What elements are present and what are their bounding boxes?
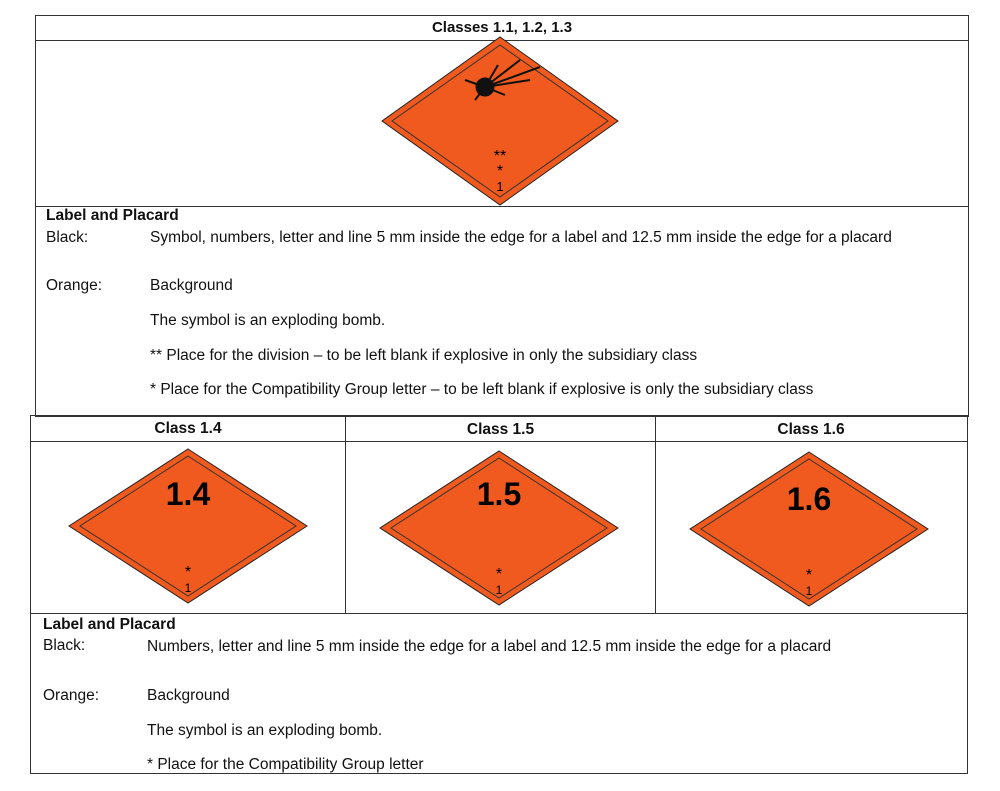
top-black-label: Black: [46, 229, 89, 246]
class-number: 1 [496, 179, 504, 194]
top-note-3: * Place for the Compatibility Group letter – to be left blank if explosive is only the subsidiary class [150, 381, 814, 398]
explosive-placard-1-4 [67, 447, 309, 605]
division-marks: ** [493, 148, 507, 165]
bottom-orange-text: Background [147, 687, 230, 704]
top-section-title: Label and Placard [46, 207, 179, 224]
top-orange-text: Background [150, 277, 233, 294]
explosive-placard-1-6 [688, 450, 930, 608]
svg-text:*: * [805, 567, 813, 584]
explosive-placard-1-5 [378, 449, 620, 607]
top-note-1: The symbol is an exploding bomb. [150, 312, 386, 329]
svg-text:1: 1 [495, 583, 503, 597]
svg-text:1: 1 [805, 584, 813, 598]
svg-text:1.6: 1.6 [786, 481, 832, 517]
bottom-black-text: Numbers, letter and line 5 mm inside the edge for a label and 12.5 mm inside the edge for a placard [147, 638, 832, 655]
bottom-orange-label: Orange: [43, 687, 100, 704]
bottom-section-title: Label and Placard [43, 616, 176, 633]
header-class-1-6: Class 1.6 [777, 421, 845, 438]
group-mark: * [496, 163, 504, 180]
top-orange-label: Orange: [46, 277, 103, 294]
header-class-1-5: Class 1.5 [466, 421, 535, 438]
top-header: Classes 1.1, 1.2, 1.3 [36, 16, 968, 41]
svg-text:*: * [495, 566, 503, 583]
svg-text:*: * [184, 564, 192, 581]
explosive-placard-1-1 [380, 35, 620, 207]
svg-text:1.5: 1.5 [476, 476, 522, 512]
bottom-note-1: The symbol is an exploding bomb. [147, 722, 383, 739]
header-class-1-4: Class 1.4 [154, 420, 222, 437]
top-black-text: Symbol, numbers, letter and line 5 mm inside the edge for a label and 12.5 mm inside the edge for a placard [150, 229, 892, 246]
top-note-2: ** Place for the division – to be left blank if explosive in only the subsidiary class [150, 347, 698, 364]
svg-text:1.4: 1.4 [165, 476, 211, 512]
bottom-note-2: * Place for the Compatibility Group letter [147, 756, 424, 773]
svg-text:1: 1 [184, 581, 192, 595]
bottom-black-label: Black: [43, 637, 86, 654]
